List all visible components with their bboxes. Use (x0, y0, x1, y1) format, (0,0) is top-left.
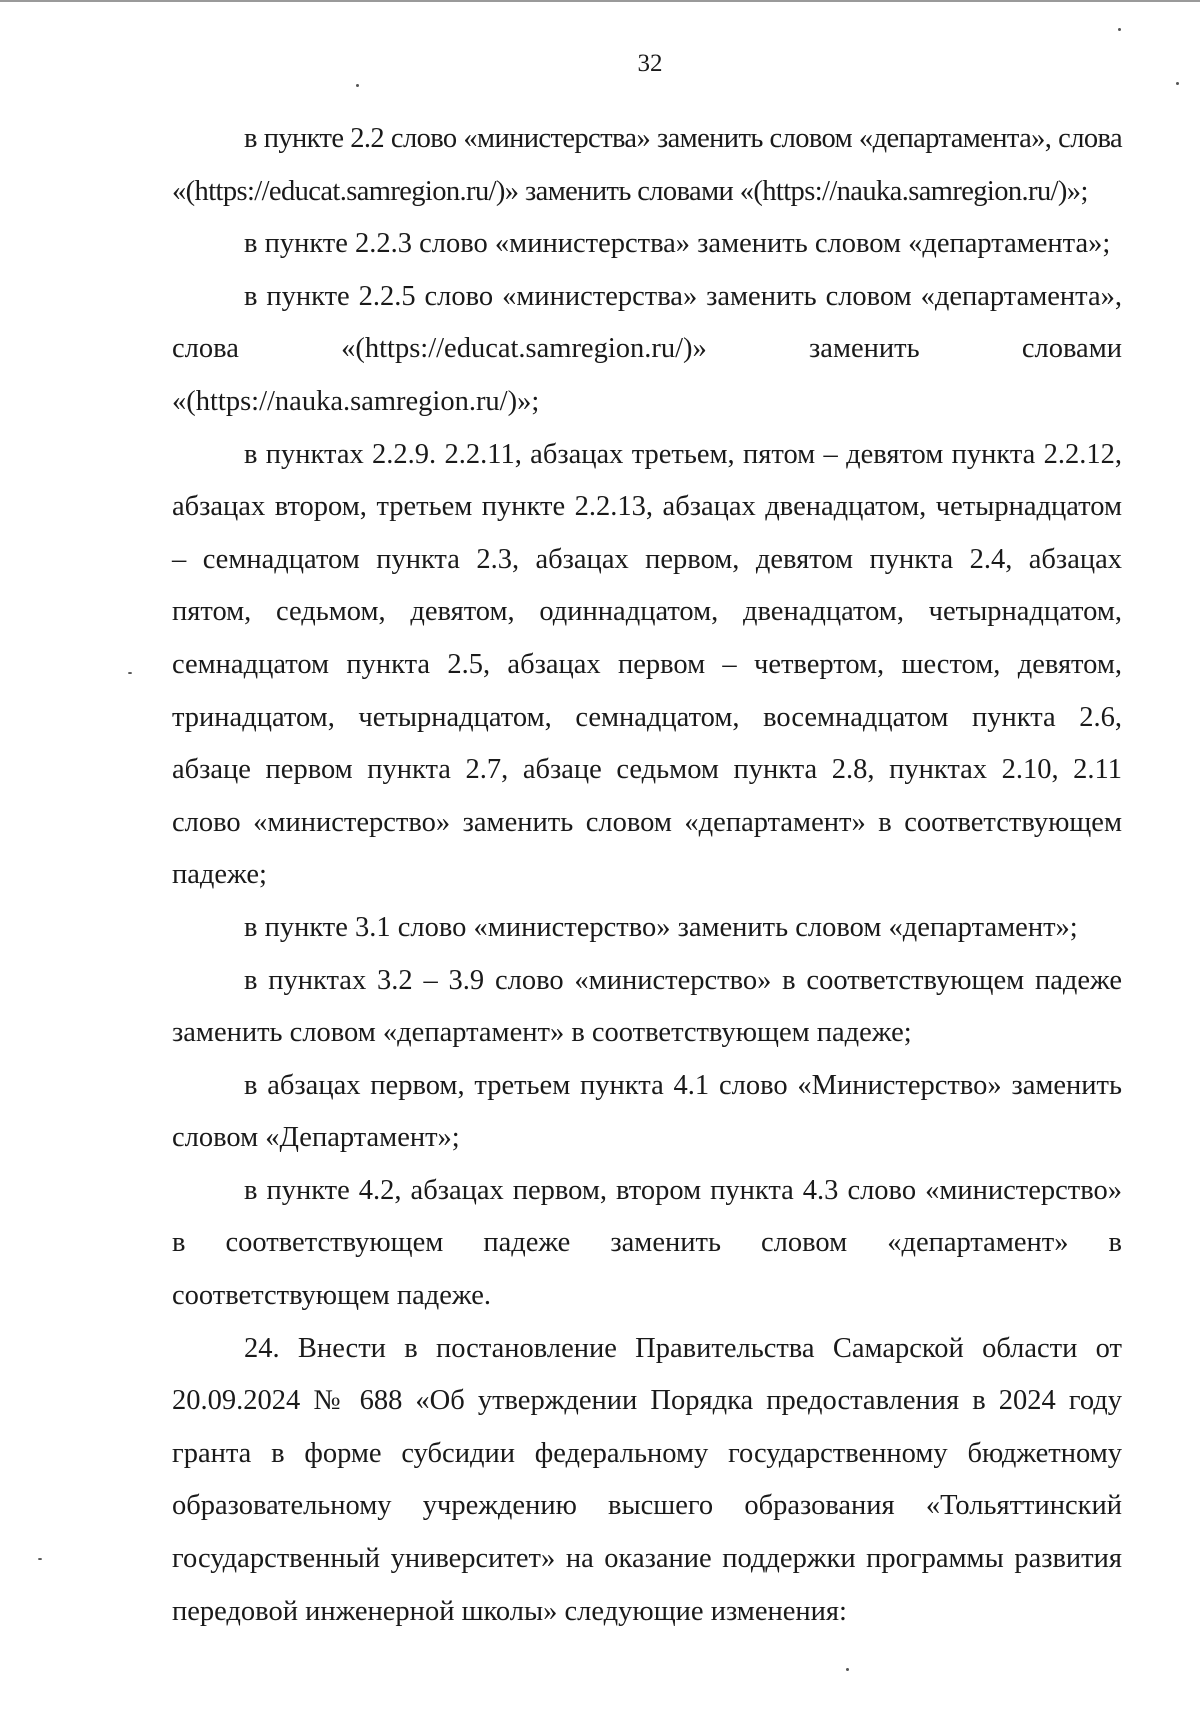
scan-speck (1176, 82, 1179, 85)
page-number: 32 (637, 50, 663, 77)
paragraph-item-2-2-3: в пункте 2.2.3 слово «министерства» заменить словом «департамента»; (244, 228, 1111, 260)
scan-speck (846, 1668, 849, 1671)
scan-speck (128, 672, 132, 674)
paragraph-items-3-2-to-3-9: в пунктах 3.2 – 3.9 слово «министерство» в соответствующем падеже заменить словом «департамент» в соответствующем падеже; (172, 964, 1122, 1049)
paragraph-section-24: 24. Внести в постановление Правительства Самарской области от 20.09.2024 № 688 «Об утверждении Порядка предоставления в 2024 году гранта в форме субсидии федеральному государственному бюджетному образовательному учреждению высшего образования «Тольяттинский государственный университет» на оказание поддержки программы развития передовой инженерной школы» следующие изменения: (172, 1332, 1122, 1627)
scan-speck (356, 84, 359, 87)
paragraph-item-3-1: в пункте 3.1 слово «министерство» заменить словом «департамент»; (244, 911, 1078, 943)
paragraph-item-2-2-5: в пункте 2.2.5 слово «министерства» заменить словом «департамента», слова «(https://educat.samregion.ru/)» заменить словами «(https://nauka.samregion.ru/)»; (172, 280, 1122, 417)
paragraph-items-4-2-4-3: в пункте 4.2, абзацах первом, втором пункта 4.3 слово «министерство» в соответствующем падеже заменить словом «департамент» в соответствующем падеже. (172, 1174, 1122, 1312)
paragraph-items-2-2-9-to-2-11: в пунктах 2.2.9. 2.2.11, абзацах третьем, пятом – девятом пункта 2.2.12, абзацах втором, третьем пункте 2.2.13, абзацах двенадцатом, четырнадцатом – семнадцатом пункта 2.3, абзацах первом, девятом пункта 2.4, абзацах пятом, седьмом, девятом, одиннадцатом, двенадцатом, четырнадцатом, семнадцатом пункта 2.5, абзацах первом – четвертом, шестом, девятом, тринадцатом, четырнадцатом, семнадцатом, восемнадцатом пункта 2.6, абзаце первом пункта 2.7, абзаце седьмом пункта 2.8, пунктах 2.10, 2.11 слово «министерство» заменить словом «департамент» в соответствующем падеже; (172, 438, 1122, 891)
paragraph-item-4-1: в абзацах первом, третьем пункта 4.1 слово «Министерство» заменить словом «Департамент»; (172, 1069, 1122, 1154)
scan-speck (1118, 28, 1121, 31)
scan-top-edge (0, 0, 1200, 2)
scan-speck (38, 1558, 42, 1560)
paragraph-item-2-2: в пункте 2.2 слово «министерства» заменить словом «департамента», слова «(https://educat.samregion.ru/)» заменить словами «(https://nauka.samregion.ru/)»; (172, 123, 1122, 207)
document-body (172, 113, 1122, 1638)
